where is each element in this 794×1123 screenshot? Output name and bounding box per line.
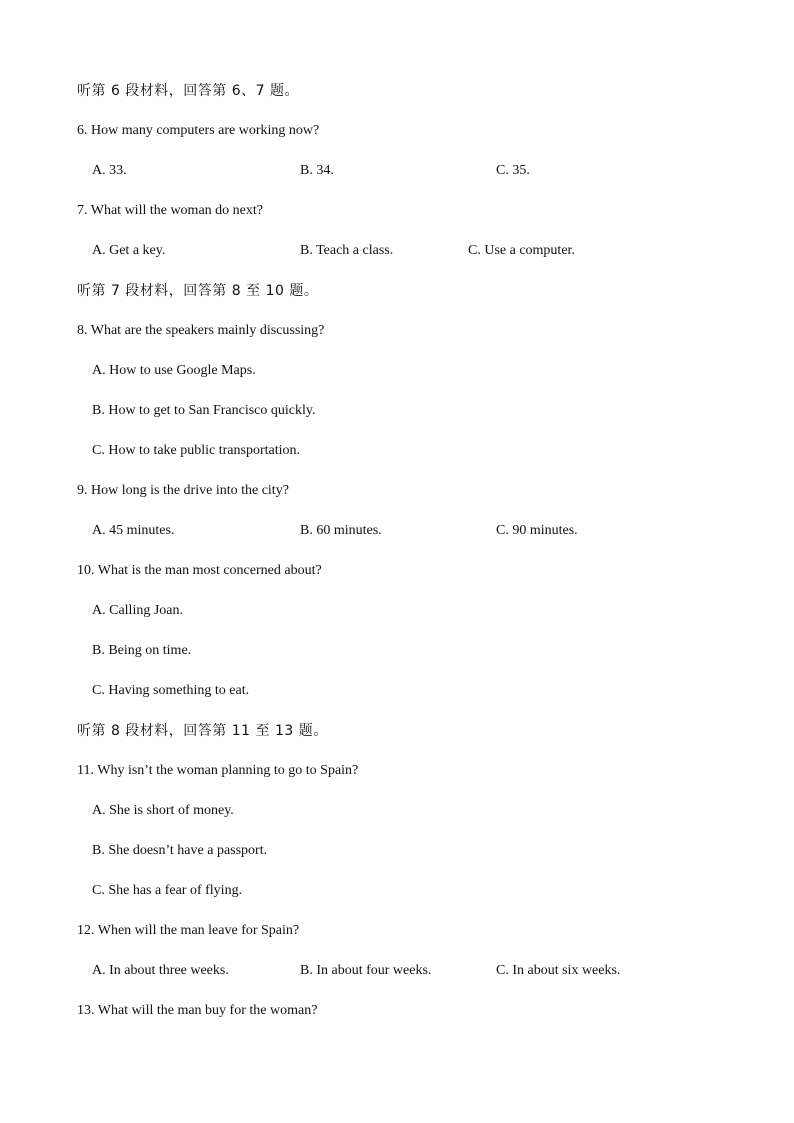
option-a: A. 33. (92, 163, 127, 178)
question-6 (0, 119, 794, 143)
question-8-option-a (0, 359, 794, 383)
option-b: B. 34. (300, 163, 334, 178)
question-10-option-a (0, 599, 794, 623)
option-c: C. 90 minutes. (496, 523, 578, 538)
option-a: A. Calling Joan. (92, 603, 183, 618)
option-a: A. 45 minutes. (92, 523, 175, 538)
question-text: 7. What will the woman do next? (77, 203, 263, 218)
question-text: 12. When will the man leave for Spain? (77, 923, 300, 938)
question-9 (0, 479, 794, 503)
question-6-options (0, 159, 794, 183)
question-text: 13. What will the man buy for the woman? (77, 1003, 318, 1018)
option-b: B. Being on time. (92, 643, 192, 658)
question-11 (0, 759, 794, 783)
option-a: A. How to use Google Maps. (92, 363, 256, 378)
option-c: C. Having something to eat. (92, 683, 250, 698)
question-text: 6. How many computers are working now? (77, 123, 320, 138)
question-text: 8. What are the speakers mainly discussing? (77, 323, 325, 338)
option-a: A. She is short of money. (92, 803, 234, 818)
option-c: C. In about six weeks. (496, 963, 621, 978)
section-heading-text: 听第 6 段材料，回答第 6、7 题。 (77, 83, 300, 99)
section-heading (0, 79, 794, 103)
question-8-option-b (0, 399, 794, 423)
question-11-option-c (0, 879, 794, 903)
question-7 (0, 199, 794, 223)
option-c: C. She has a fear of flying. (92, 883, 243, 898)
option-b: B. Teach a class. (300, 243, 394, 258)
question-8-option-c (0, 439, 794, 463)
question-13 (0, 999, 794, 1023)
section-heading-text: 听第 7 段材料，回答第 8 至 10 题。 (77, 283, 319, 299)
question-text: 11. Why isn’t the woman planning to go to Spain? (77, 763, 359, 778)
question-11-option-b (0, 839, 794, 863)
question-10-option-b (0, 639, 794, 663)
option-c: C. Use a computer. (468, 243, 575, 258)
question-9-options (0, 519, 794, 543)
question-10-option-c (0, 679, 794, 703)
option-b: B. She doesn’t have a passport. (92, 843, 268, 858)
option-c: C. 35. (496, 163, 530, 178)
option-a: A. Get a key. (92, 243, 166, 258)
question-12-options (0, 959, 794, 983)
question-text: 10. What is the man most concerned about? (77, 563, 322, 578)
option-b: B. How to get to San Francisco quickly. (92, 403, 316, 418)
question-12 (0, 919, 794, 943)
section-heading (0, 719, 794, 743)
option-b: B. In about four weeks. (300, 963, 432, 978)
section-heading-text: 听第 8 段材料，回答第 11 至 13 题。 (77, 723, 328, 739)
section-heading (0, 279, 794, 303)
option-c: C. How to take public transportation. (92, 443, 301, 458)
question-8 (0, 319, 794, 343)
question-7-options (0, 239, 794, 263)
option-a: A. In about three weeks. (92, 963, 229, 978)
question-10 (0, 559, 794, 583)
question-11-option-a (0, 799, 794, 823)
option-b: B. 60 minutes. (300, 523, 382, 538)
question-text: 9. How long is the drive into the city? (77, 483, 289, 498)
